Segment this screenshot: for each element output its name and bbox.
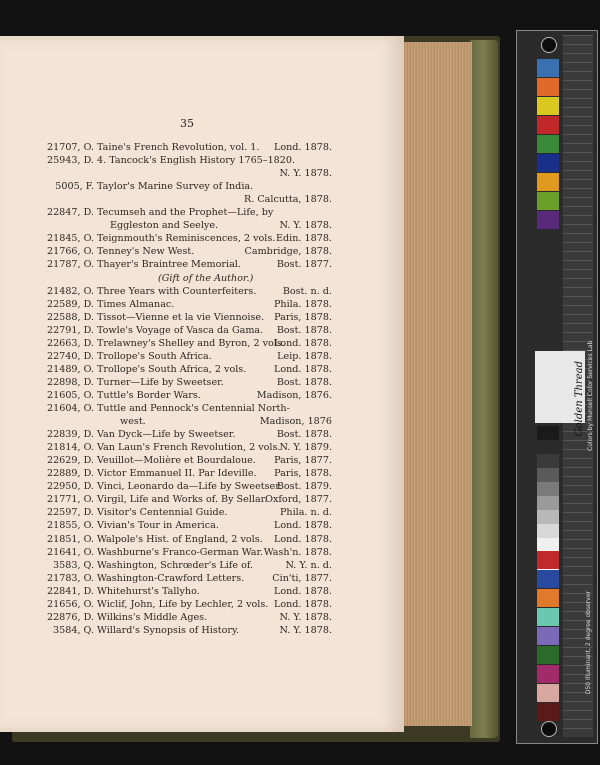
entry-number: 22663, D. xyxy=(46,337,94,349)
entry-number: 22629, D. xyxy=(46,455,94,467)
catalog-entry xyxy=(0,559,404,573)
catalog-entry xyxy=(0,546,404,560)
catalog-entry xyxy=(0,363,404,377)
catalog-entry xyxy=(0,337,404,351)
entry-number: 22589, D. xyxy=(46,298,94,310)
color-swatch xyxy=(537,154,559,172)
entry-number: 25943, D. xyxy=(46,155,94,167)
catalog-entry xyxy=(0,376,404,390)
entry-number: 21851, O. xyxy=(47,533,94,545)
entry-title: Wiclif, John, Life by Lechler, 2 vols. xyxy=(97,598,269,610)
entry-title: Tuttle and Pennock's Centennial North- xyxy=(97,403,290,414)
entry-title: Victor Emmanuel II. Par Ideville. xyxy=(97,468,257,480)
target-vertical-label: Colors by Munsell Color Services Lab xyxy=(587,340,594,451)
catalog-entry xyxy=(0,415,404,429)
entry-place-date: Oxford, 1877. xyxy=(265,494,332,506)
color-swatch xyxy=(537,665,559,683)
color-swatch xyxy=(537,646,559,664)
color-swatch xyxy=(537,78,559,96)
entry-place-date: Lond. 1878. xyxy=(273,142,332,153)
entry-number: 22950, D. xyxy=(46,481,94,493)
entry-number: 22597, D. xyxy=(46,507,94,519)
catalog-entry xyxy=(0,506,404,520)
color-swatch xyxy=(537,97,559,115)
entry-title: Van Laun's French Revolution, 2 vols. xyxy=(97,442,281,454)
color-swatch xyxy=(537,116,559,134)
entry-place-date: Cin'ti, 1877. xyxy=(272,572,332,584)
entry-place-date: Madison, 1876 xyxy=(259,416,332,428)
entry-title: Eggleston and Seelye. xyxy=(110,220,219,232)
entry-title: Taine's French Revolution, vol. 1. xyxy=(97,142,260,153)
entry-title: Teignmouth's Reminiscences, 2 vols. xyxy=(97,233,276,245)
catalog-entry xyxy=(0,206,404,220)
entry-number: 21814, O. xyxy=(47,442,94,454)
page-number: 35 xyxy=(180,117,194,130)
catalog-entry xyxy=(0,624,404,638)
entry-title: Walpole's Hist. of England, 2 vols. xyxy=(97,533,263,545)
color-swatch xyxy=(537,211,559,229)
color-swatch xyxy=(537,627,559,645)
catalog-entry xyxy=(0,311,404,325)
catalog-entry xyxy=(0,441,404,455)
entry-number: 21766, O. xyxy=(47,246,94,258)
color-swatch xyxy=(537,608,559,626)
entry-title: Tuttle's Border Wars. xyxy=(97,389,201,401)
entry-title: Trollope's South Africa. xyxy=(97,350,212,362)
entry-title: Visitor's Centennial Guide. xyxy=(97,507,228,519)
entry-title: Taylor's Marine Survey of India. xyxy=(97,181,254,193)
entry-number: 21787, O. xyxy=(47,259,94,271)
page-block-edge xyxy=(402,42,472,726)
entry-title: Virgil, Life and Works of. By Sellar. xyxy=(97,494,268,506)
catalog-entry xyxy=(0,232,404,246)
entry-place-date: Bost. 1878. xyxy=(276,376,332,388)
entry-place-date: Bost. 1877. xyxy=(276,259,332,271)
entry-place-date: Wash'n. 1878. xyxy=(263,546,332,558)
color-swatch xyxy=(537,192,559,210)
entry-place-date: Lond. 1878. xyxy=(273,337,332,349)
entry-place-date: Paris, 1877. xyxy=(274,455,332,467)
catalog-entry xyxy=(0,493,404,507)
entry-number: 21641, O. xyxy=(47,546,94,558)
color-swatch xyxy=(537,551,559,569)
entry-place-date: N. Y. n. d. xyxy=(285,559,332,571)
catalog-entry xyxy=(0,350,404,364)
target-logo: Golden Thread xyxy=(574,361,585,437)
entry-number: 22588, D. xyxy=(46,311,94,323)
entry-place-date: N. Y. 1879. xyxy=(279,442,332,454)
catalog-entry xyxy=(0,533,404,547)
catalog-entry xyxy=(0,167,404,181)
catalog-entry xyxy=(0,245,404,259)
entry-title: Tissot—Vienne et la vie Viennoise. xyxy=(97,311,265,323)
entry-number: 22740, D. xyxy=(46,350,94,362)
entry-place-date: Edin. 1878. xyxy=(276,233,332,245)
entry-place-date: Phila. n. d. xyxy=(279,507,332,519)
entry-number: 21489, O. xyxy=(47,363,94,375)
color-swatch xyxy=(537,589,559,607)
entry-number: 5005, F. xyxy=(55,181,94,193)
entry-title: Washington, Schrœder's Life of. xyxy=(97,559,254,571)
entry-title: Tenney's New West. xyxy=(97,246,195,258)
entry-number: 21855, O. xyxy=(47,520,94,532)
entry-title: Washington-Crawford Letters. xyxy=(97,572,245,584)
entry-title: (Gift of the Author.) xyxy=(158,272,254,284)
entry-number: 21604, O. xyxy=(47,403,94,414)
entry-place-date: Madison, 1876. xyxy=(256,389,332,401)
entry-number: 3584, Q. xyxy=(53,624,94,636)
catalog-entry xyxy=(0,272,404,286)
catalog-entry xyxy=(0,519,404,533)
entry-title: Veuillot—Molière et Bourdaloue. xyxy=(97,455,256,467)
entry-title: Vinci, Leonardo da—Life by Sweetser. xyxy=(97,481,282,493)
entry-title: Van Dyck—Life by Sweetser. xyxy=(97,429,236,441)
entry-title: Times Almanac. xyxy=(97,298,175,310)
target-bottom-label: D50 Illuminant, 2 degree observer xyxy=(585,591,592,695)
catalog-entry xyxy=(0,180,404,194)
catalog-entry xyxy=(0,141,404,155)
entry-place-date: Lond. 1878. xyxy=(273,520,332,532)
entry-title: Trollope's South Africa, 2 vols. xyxy=(97,363,247,375)
entry-number: 22898, D. xyxy=(46,376,94,388)
entry-number: 22791, D. xyxy=(46,324,94,336)
catalog-entry xyxy=(0,611,404,625)
entry-title: Three Years with Counterfeiters. xyxy=(97,285,257,297)
catalog-entry xyxy=(0,572,404,586)
color-swatch xyxy=(537,173,559,191)
color-swatch xyxy=(537,570,559,588)
color-target xyxy=(516,30,598,744)
catalog-entry xyxy=(0,219,404,233)
entry-place-date: N. Y. 1878. xyxy=(279,624,332,636)
entry-place-date: R. Calcutta, 1878. xyxy=(244,194,332,206)
entry-place-date: N. Y. 1878. xyxy=(279,611,332,623)
entry-place-date: Bost. 1879. xyxy=(276,481,332,493)
catalog-entry xyxy=(0,298,404,312)
entry-number: 21845, O. xyxy=(47,233,94,245)
catalog-entry xyxy=(0,467,404,481)
entry-place-date: Paris, 1878. xyxy=(274,311,332,323)
entry-title: 4. Tancock's English History 1765–1820. xyxy=(97,155,296,167)
entry-place-date: Bost. 1878. xyxy=(276,324,332,336)
catalog-entry xyxy=(0,480,404,494)
entry-title: Turner—Life by Sweetser. xyxy=(97,376,224,388)
entry-title: Wilkins's Middle Ages. xyxy=(97,611,208,623)
entry-place-date: Paris, 1878. xyxy=(274,468,332,480)
target-hole-top xyxy=(541,37,557,53)
catalog-entry xyxy=(0,193,404,207)
entry-title: Towle's Voyage of Vasca da Gama. xyxy=(97,324,264,336)
entry-place-date: Lond. 1878. xyxy=(273,533,332,545)
entry-number: 21707, O. xyxy=(47,142,94,153)
entry-place-date: Lond. 1878. xyxy=(273,598,332,610)
catalog-entry xyxy=(0,258,404,272)
entry-place-date: Bost. n. d. xyxy=(282,285,332,297)
color-swatch xyxy=(537,684,559,702)
catalog-entry xyxy=(0,585,404,599)
catalog-entry xyxy=(0,285,404,299)
entry-place-date: Leip. 1878. xyxy=(277,350,332,362)
entry-number: 22876, D. xyxy=(46,611,94,623)
entry-place-date: Phila. 1878. xyxy=(273,298,332,310)
target-hole-bottom xyxy=(541,721,557,737)
entry-number: 21656, O. xyxy=(47,598,94,610)
color-swatch xyxy=(537,59,559,77)
entry-number: 22839, D. xyxy=(46,429,94,441)
entry-place-date: Cambridge, 1878. xyxy=(244,246,332,258)
entry-place-date: N. Y. 1878. xyxy=(279,168,332,180)
entry-number: 3583, Q. xyxy=(53,559,94,571)
entry-title: Willard's Synopsis of History. xyxy=(97,624,240,636)
entry-number: 21771, O. xyxy=(47,494,94,506)
catalog-entry xyxy=(0,598,404,612)
entry-title: Thayer's Braintree Memorial. xyxy=(97,259,241,271)
entry-title: Tecumseh and the Prophet—Life, by xyxy=(97,207,274,219)
catalog-entry xyxy=(0,389,404,403)
entry-place-date: Lond. 1878. xyxy=(273,585,332,597)
entry-place-date: N. Y. 1878. xyxy=(279,220,332,232)
book-spine-edge xyxy=(470,40,498,738)
entry-title: Vivian's Tour in America. xyxy=(97,520,219,532)
entry-number: 22889, D. xyxy=(46,468,94,480)
entry-number: 21783, O. xyxy=(47,572,94,584)
color-swatch xyxy=(537,703,559,721)
entry-title: Trelawney's Shelley and Byron, 2 vols. xyxy=(97,337,285,349)
entry-title: west. xyxy=(120,416,146,428)
catalog-entry xyxy=(0,428,404,442)
entry-title: Washburne's Franco-German War. xyxy=(97,546,264,558)
entry-number: 22847, D. xyxy=(46,207,94,219)
entry-number: 21482, O. xyxy=(47,285,94,297)
entry-number: 21605, O. xyxy=(47,389,94,401)
catalog-entry xyxy=(0,402,404,416)
entry-number: 22841, D. xyxy=(46,585,94,597)
entry-place-date: Lond. 1878. xyxy=(273,363,332,375)
color-swatch xyxy=(537,135,559,153)
catalog-entry xyxy=(0,454,404,468)
entry-title: Whitehurst's Tallyho. xyxy=(97,585,200,597)
catalog-entry xyxy=(0,154,404,168)
entry-place-date: Bost. 1878. xyxy=(276,429,332,441)
catalog-entry xyxy=(0,324,404,338)
